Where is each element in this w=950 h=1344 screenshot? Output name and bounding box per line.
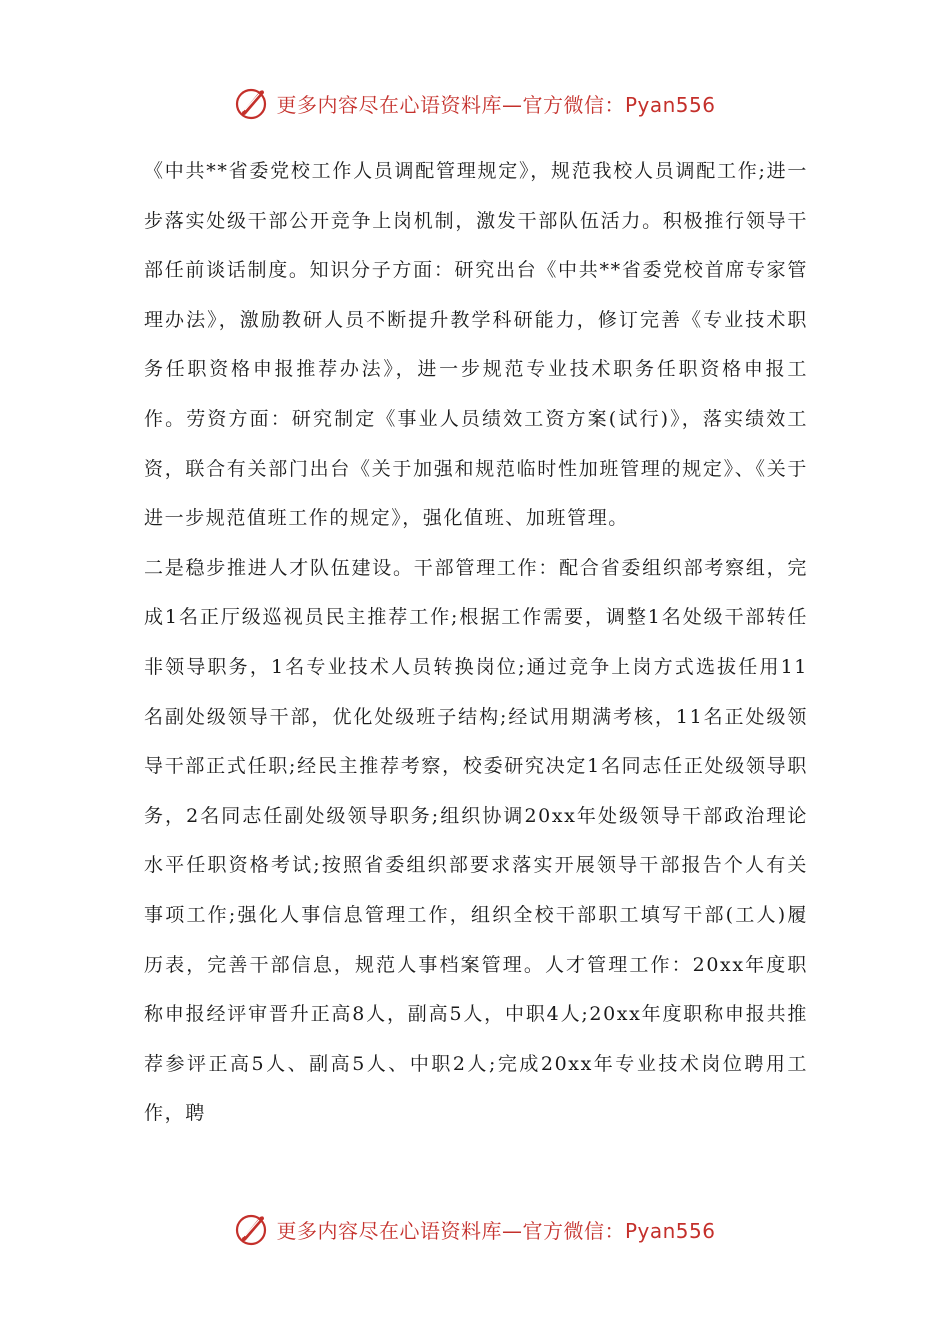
paragraph-1: 《中共**省委党校工作人员调配管理规定》，规范我校人员调配工作;进一步落实处级干部公开竞争上岗机制，激发干部队伍活力。积极推行领导干部任前谈话制度。知识分子方面：研究出台《中共**省委党校首席专家管理办法》，激励教研人员不断提升教学科研能力，修订完善《专业技术职务任职资格申报推荐办法》，进一步规范专业技术职务任职资格申报工作。劳资方面：研究制定《事业人员绩效工资方案(试行)》，落实绩效工资，联合有关部门出台《关于加强和规范临时性加班管理的规定》、《关于进一步规范值班工作的规定》，强化值班、加班管理。 xyxy=(144,160,808,530)
quill-pen-circle-icon xyxy=(234,85,270,121)
header-banner-text: 更多内容尽在心语资料库—官方微信：Pyan556 xyxy=(276,92,716,117)
quill-pen-circle-icon xyxy=(234,1211,270,1247)
footer-banner xyxy=(0,1209,950,1249)
header-banner xyxy=(0,83,950,123)
document-body xyxy=(144,147,808,1139)
footer-banner-text: 更多内容尽在心语资料库—官方微信：Pyan556 xyxy=(276,1218,716,1243)
paragraph-2: 二是稳步推进人才队伍建设。干部管理工作：配合省委组织部考察组，完成1名正厅级巡视员民主推荐工作;根据工作需要，调整1名处级干部转任非领导职务，1名专业技术人员转换岗位;通过竞争上岗方式选拔任用11名副处级领导干部，优化处级班子结构;经试用期满考核，11名正处级领导干部正式任职;经民主推荐考察，校委研究决定1名同志任正处级领导职务，2名同志任副处级领导职务;组织协调20xx年处级领导干部政治理论水平任职资格考试;按照省委组织部要求落实开展领导干部报告个人有关事项工作;强化人事信息管理工作，组织全校干部职工填写干部(工人)履历表，完善干部信息，规范人事档案管理。人才管理工作：20xx年度职称申报经评审晋升正高8人，副高5人，中职4人;20xx年度职称申报共推荐参评正高5人、副高5人、中职2人;完成20xx年专业技术岗位聘用工作，聘 xyxy=(144,556,808,1125)
